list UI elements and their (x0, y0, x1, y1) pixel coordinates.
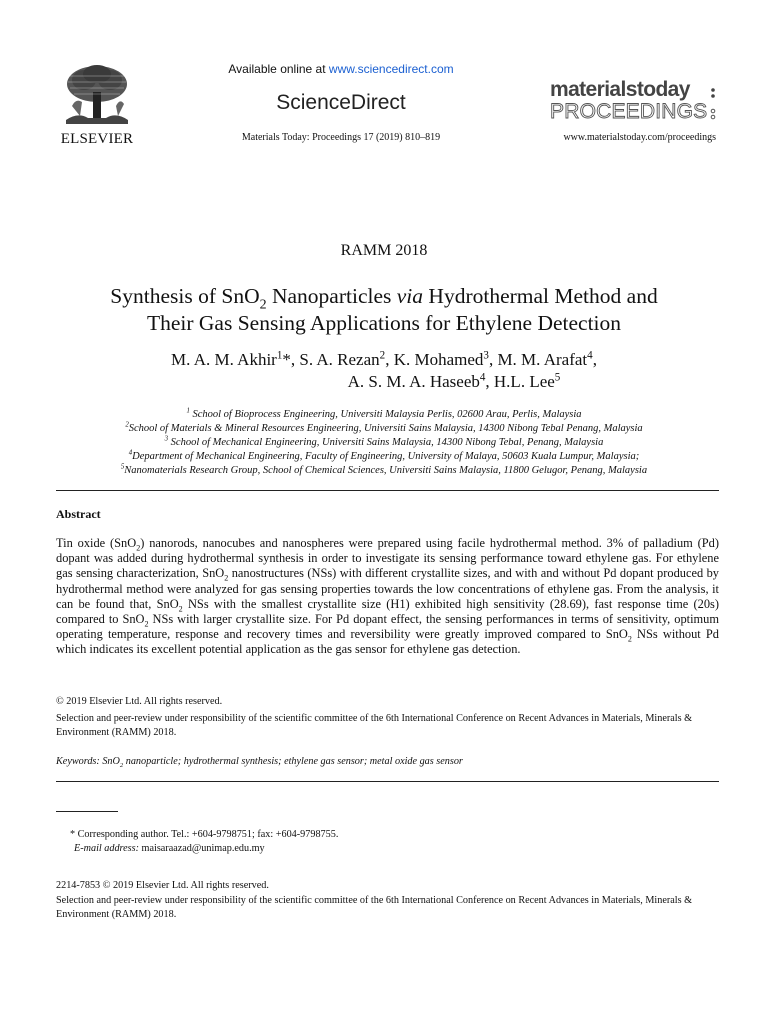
email-address[interactable]: maisaraazad@unimap.edu.my (139, 843, 265, 854)
affil-text: School of Materials & Mineral Resources Engineering, Universiti Sains Malaysia, 14300 Nibong Tebal Penang, Malaysia (128, 423, 643, 434)
affiliation (40, 422, 728, 436)
abstract-part: ) nanorods, nanocubes and nanospheres were prepared using facile hydrothermal method. 3% of palladium (Pd) dopant was added during hydrothermal synthesis in order to investigate its sensing performance toward ethylene gas. For ethylene gas sensing characterization, SnO (56, 536, 719, 581)
copyright-line: © 2019 Elsevier Ltd. All rights reserved. (56, 696, 223, 707)
email-label: E-mail address: (74, 843, 139, 854)
title-sub: 2 (259, 297, 267, 313)
affil-text: Nanomaterials Research Group, School of Chemical Sciences, Universiti Sains Malaysia, 11800 Gelugor, Penang, Malaysia (124, 465, 648, 476)
title-part: Nanoparticles (266, 284, 397, 308)
title-part: Synthesis of SnO (110, 284, 260, 308)
abstract-sub: 2 (224, 573, 229, 583)
abstract-sub: 2 (144, 619, 149, 629)
author-sep: *, (282, 350, 300, 369)
elsevier-tree-logo-icon (58, 62, 136, 128)
author: S. A. Rezan (299, 350, 380, 369)
author: K. Mohamed (393, 350, 484, 369)
affil-text: School of Bioprocess Engineering, Universiti Malaysia Perlis, 02600 Arau, Perlis, Malaysia (189, 409, 582, 420)
affiliations (40, 408, 728, 478)
affil-text: Department of Mechanical Engineering, Faculty of Engineering, University of Malaya, 50603 Kuala Lumpur, Malaysia; (132, 451, 640, 462)
author-sep: , (488, 350, 498, 369)
author-sup: 5 (554, 371, 561, 384)
author: M. M. Arafat (497, 350, 588, 369)
title-part: Hydrothermal Method and (423, 284, 658, 308)
issn-line: 2214-7853 © 2019 Elsevier Ltd. All rights reserved. (56, 880, 269, 891)
affil-sup: 2 (125, 421, 129, 429)
affil-text: School of Mechanical Engineering, Universiti Sains Malaysia, 14300 Nibong Tebal, Penang, Malaysia (168, 437, 604, 448)
materials-today-logo-icon (548, 76, 718, 122)
affil-sup: 5 (120, 463, 125, 471)
author-sup: 1 (276, 349, 283, 362)
abstract-part: NSs with the smallest crystallite size (H1) exhibited high sensitivity (28.69), fast response time (20s) compared to SnO (56, 596, 719, 627)
sciencedirect-name: ScienceDirect (276, 91, 406, 114)
peer-review-footer: Selection and peer-review under responsibility of the scientific committee of the 6th International Conference on Recent Advances in Materials, Minerals & Environment (RAMM) 2018. (56, 895, 693, 920)
abstract-part: nanostructures (NSs) with different crystallite sizes, and with and without Pd dopant produced by hydrothermal method were analyzed for gas sensing properties towards the low concentrations of ethylene gas. From the analysis, it can be found that, SnO (56, 566, 719, 611)
title-via: via (396, 284, 424, 308)
peer-review-statement: Selection and peer-review under responsibility of the scientific committee of the 6th International Conference on Recent Advances in Materials, Minerals & Environment (RAMM) 2018. (56, 713, 693, 738)
abstract-text (56, 536, 719, 658)
author-sep: , (592, 350, 597, 369)
author-sup: 4 (587, 349, 593, 362)
affiliation (40, 464, 728, 478)
author: M. A. M. Akhir (171, 350, 277, 369)
author-list (40, 349, 728, 393)
journal-reference: Materials Today: Proceedings 17 (2019) 810–819 (241, 132, 441, 143)
author-sup: 2 (379, 349, 386, 362)
corresponding-author: * Corresponding author. Tel.: +604-9798751; fax: +604-9798755. (70, 829, 339, 840)
keyword: SnO (99, 756, 120, 767)
affil-sup: 4 (128, 449, 133, 457)
affil-sup: 3 (164, 435, 169, 443)
title-line2: Their Gas Sensing Applications for Ethylene Detection (146, 311, 622, 335)
footnote-divider (56, 811, 118, 812)
abstract-sub: 2 (178, 604, 183, 614)
author-sup: 4 (479, 371, 486, 384)
author: A. S. M. A. Haseeb (347, 372, 480, 391)
conference-name: RAMM 2018 (340, 242, 428, 259)
mt-logo-sub: PROCEEDINGS (550, 100, 708, 122)
abstract-part: Tin oxide (SnO (56, 536, 137, 550)
elsevier-wordmark: ELSEVIER (60, 131, 134, 147)
author-sup: 3 (483, 349, 489, 362)
keywords (56, 756, 719, 770)
paper-title (40, 283, 728, 337)
keywords-label: Keywords: (56, 756, 100, 767)
available-prefix: Available online at (228, 62, 326, 76)
affiliation (40, 450, 728, 464)
abstract-part: NSs with larger crystallite size. For Pd dopant effect, the sensing performances in terms of sensitivity, optimum operating temperature, response and recovery times and reversibility were greatly improved compared to SnO (56, 612, 719, 642)
abstract-heading: Abstract (56, 507, 101, 521)
abstract-sub: 2 (136, 543, 141, 553)
author-sep: , (385, 350, 394, 369)
divider (56, 781, 719, 782)
keyword-sub: 2 (119, 762, 124, 770)
abstract-sub: 2 (627, 634, 632, 644)
affiliation (40, 436, 728, 450)
keyword-list: nanoparticle; hydrothermal synthesis; ethylene gas sensor; metal oxide gas sensor (123, 756, 463, 767)
email-line (74, 843, 714, 854)
sciencedirect-link[interactable]: www.sciencedirect.com (328, 62, 454, 76)
mt-logo-bold: materialstoday (550, 78, 690, 101)
available-online-line (180, 62, 502, 76)
author: H.L. Lee (493, 372, 555, 391)
abstract-part: NSs without Pd which indicates its excellent potential application as the gas sensor for ethylene gas detection. (56, 627, 719, 657)
materials-today-url[interactable]: www.materialstoday.com/proceedings (563, 132, 716, 143)
affil-sup: 1 (186, 407, 190, 415)
author-sep: , (485, 372, 494, 391)
affiliation (40, 408, 728, 422)
divider (56, 490, 719, 491)
